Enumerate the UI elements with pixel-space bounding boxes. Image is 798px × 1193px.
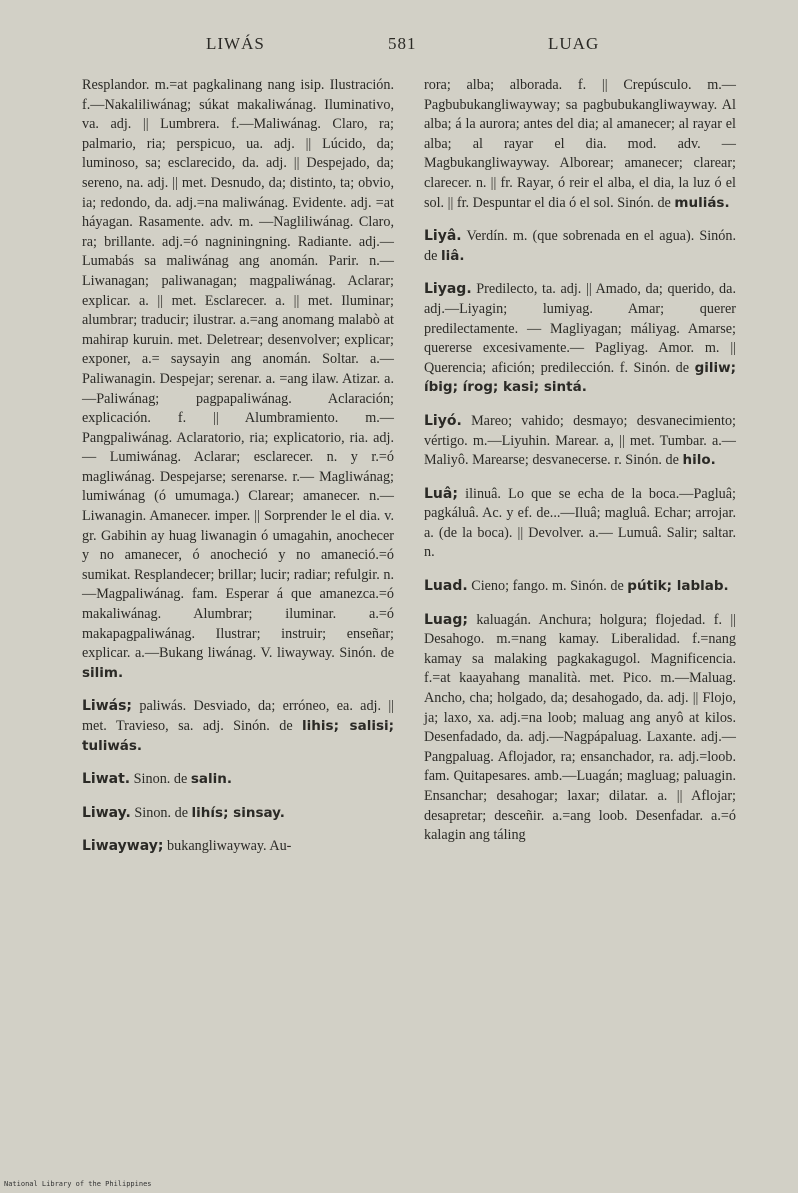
entry-synonyms: giliw; íbig; írog; kasi; sintá. <box>424 359 737 396</box>
dictionary-entry <box>82 804 394 824</box>
entry-headword: Liwayway; <box>82 838 164 855</box>
dictionary-entry <box>424 577 736 597</box>
entry-headword: Luâ; <box>424 485 458 502</box>
entry-synonyms: hilo. <box>682 452 716 469</box>
entry-headword: Liyag. <box>424 281 472 298</box>
entry-definition: kaluagán. Anchura; holgura; flojedad. f. || Desahogo. m.=nang kamay. Liberalidad. f.=nang kamay sa malaking pagkakagugol. Magnificencia. f.=at kaayahang manalità. met. Pico. m.—Maluag. Ancho, cha; holgado, da; desahogado, da. adj. || Flojo, ja; laxo, xa. adj.=na loob; maluag ang anyô at kilos. Desenfadado, da. adj.—Nagpápaluag. Laxante. adj.—Pangpaluag. Aflojador, ra; ensanchador, ra. adj.=loob. fam. Quitapesares. amb.—Luagán; magluag; paluagin. Ensanchar; desahogar; laxar; dilatar. a. || Aflojar; desapretar; desceñir. a.=ang loob. Desenfadar. a.=ó kalagin ang táling <box>424 611 737 844</box>
continued-entry: rora; alba; alborada. f. || Crepúsculo. m.—Pagbubukangliwayway; sa pagbubukangliwayway. Al alba; á la aurora; antes del dia; al amanecer; al rayar el alba; al rayar el dia. mod. adv. — Magbukangliwayway. Alborear; amanecer; clarear; clarecer. n. || fr. Rayar, ó reir el alba, el dia, la luz ó el sol. || fr. Despuntar el dia ó el sol. Sinón. de muliás. <box>424 77 736 211</box>
dictionary-entry <box>424 227 736 266</box>
entry-headword: Luad. <box>424 578 468 595</box>
dictionary-entry <box>424 412 736 471</box>
entry-definition: Sinon. de <box>134 804 188 821</box>
entry-definition: Predilecto, ta. adj. || Amado, da; querido, da. adj.—Liyagin; lumiyag. Amar; querer predilectamente. — Magliyagan; máliyag. Amarse; quererse excesivamente.— Pagliyag. Amor. m. || Querencia; afición; predilección. f. Sinón. de <box>424 281 736 376</box>
header-left-guideword: LIWÁS <box>206 34 265 53</box>
entry-synonyms: liâ. <box>440 247 465 264</box>
page-number: 581 <box>388 34 417 53</box>
entry-synonyms: salin. <box>190 771 232 788</box>
library-watermark: National Library of the Philippines <box>4 1180 152 1188</box>
entry-definition: Verdín. m. (que sobrenada en el agua). Sinón. de <box>424 228 736 264</box>
entry-definition: Cieno; fango. m. Sinón. de <box>471 578 624 595</box>
dictionary-entry <box>82 697 394 756</box>
dictionary-entry <box>82 837 394 857</box>
entry-definition: ilinuâ. Lo que se echa de la boca.—Pagluâ; pagkáluâ. Ac. y ef. de...—Iluâ; magluâ. Echar; arrojar. a. (de la boca). || Devolver. a.— Lumuâ. Salir; saltar. n. <box>424 485 737 561</box>
entry-headword: Liyó. <box>424 412 462 429</box>
dictionary-entry <box>424 611 736 846</box>
dictionary-entry <box>424 485 736 563</box>
entry-headword: Liway. <box>82 804 131 821</box>
entry-definition: Mareo; vahido; desmayo; desvanecimiento; vértigo. m.—Liyuhin. Marear. a, || met. Tumbar. a.— Maliyô. Marearse; desvanecerse. r. Sinón. de <box>424 412 737 469</box>
entry-definition: bukangliwayway. Au- <box>167 838 292 855</box>
right-column <box>424 76 736 860</box>
left-column <box>82 76 394 871</box>
entry-synonyms: lihis; salisi; tuliwás. <box>82 718 395 754</box>
entry-synonyms: lihís; sinsay. <box>191 804 285 821</box>
entry-headword: Liwás; <box>82 698 133 715</box>
continued-entry: Resplandor. m.=at pagkalinang nang isip. Ilustración. f.—Nakaliliwánag; súkat makaliwánag. Iluminativo, va. adj. || Lumbrera. f.—Maliwánag. Claro, ra; palmario, ria; perspicuo, ua. adj. || Lúcido, da; luminoso, sa; esclarecido, da. adj. || Despejado, da; sereno, na. adj. || met. Desnudo, da; distinto, ta; obvio, ia; redondo, da. adj.=na maliwánag. Evidente. adj. =at háyagan. Rasamente. adv. m. —Nagliliwánag. Claro, ra; brillante. adj.=ó nagniningning. Radiante. adj.—Lumabás sa maliwánag ang anomán. Parir. n.—Liwanagan; paliwanagan; magpaliwánag. Aclarar; explicar. a. || met. Esclarecer. a. || met. Iluminar; alumbrar; traducir; ilustrar. a.=ang anomang malabò at mahirap kuruin. met. Deletrear; desenvolver; explicar; exponer, a.= saysayin ang anomán. Soltar. a.— Paliwanagin. Despejar; serenar. a. =ang ilaw. Atizar. a.—Paliwánag; pagpapaliwánag. Aclaración; explicación. f. || Alumbramiento. m.— Pangpaliwánag. Aclaratorio, ria; explicatorio, ria. adj. — Lumiwánag. Aclarar; esclarecer. n. y r.=ó magliwánag. Despejarse; serenarse. r.— Magliwánag; lumiwánag (ó umumaga.) Clarear; amanecer. n.—Liwanagin. Amanecer. imper. || Sorprender le el dia. v. gr. Gabihin ay huag liwanagin ó umagahin, anochecer y no amanecer, ó anocheció y no amaneció.=ó sumikat. Resplandecer; brillar; lucir; radiar; refulgir. n.—Magpaliwánag. fam. Esperar á que amanezca.=ó makaliwánag. Alumbrar; iluminar. a.=ó makapagpaliwánag. Ilustrar; instruir; enseñar; explicar. a.—Bukang liwánag. V. liwayway. Sinón. de silim. <box>82 77 394 681</box>
entry-headword: Luag; <box>424 611 468 628</box>
header-right-guideword: LUAG <box>548 34 600 53</box>
entry-headword: Liwat. <box>82 771 131 788</box>
dictionary-entry <box>424 280 736 398</box>
entry-definition: Sinon. de <box>133 771 188 788</box>
entry-definition: paliwás. Desviado, da; erróneo, ea. adj. || met. Travieso, sa. adj. Sinón. de <box>82 698 395 734</box>
running-head <box>0 34 798 58</box>
entry-headword: Liyâ. <box>424 228 462 245</box>
entry-synonyms: pútik; lablab. <box>627 578 729 595</box>
dictionary-entry <box>82 770 394 790</box>
